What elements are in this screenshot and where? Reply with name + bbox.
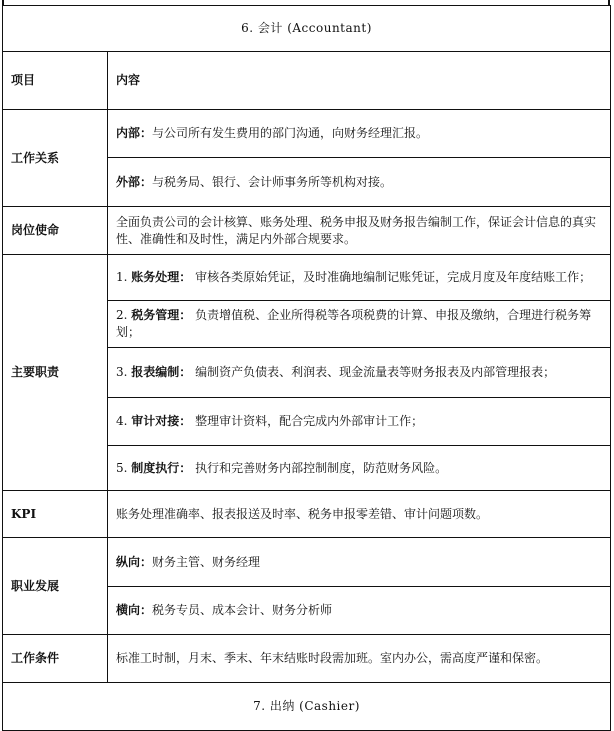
career-vertical-key: 纵向： — [116, 554, 153, 569]
relations-row-internal — [3, 110, 611, 158]
duty-text: 执行和完善财务内部控制制度，防范财务风险。 — [195, 460, 448, 475]
career-vertical-cell — [108, 538, 611, 587]
duty-number: 1. — [116, 270, 128, 284]
duty-number: 4. — [116, 414, 128, 428]
career-horizontal-text: 税务专员、成本会计、财务分析师 — [152, 603, 333, 617]
duty-text: 负责增值税、企业所得税等各项税费的计算、申报及缴纳，合理进行税务筹划； — [116, 308, 592, 339]
duty-item — [108, 301, 611, 348]
mission-text: 全面负责公司的会计核算、账务处理、税务申报及财务报告编制工作，保证会计信息的真实性、准确性和及时性，满足内外部合规要求。 — [108, 207, 611, 255]
relations-external-text: 与税务局、银行、会计师事务所等机构对接。 — [152, 174, 393, 189]
duty-item — [108, 398, 611, 446]
header-item: 项目 — [3, 52, 108, 110]
relations-internal-cell — [108, 110, 611, 158]
conditions-row — [3, 635, 611, 683]
duty-text: 审核各类原始凭证，及时准确地编制记账凭证，完成月度及年度结账工作； — [195, 270, 592, 284]
duty-number: 5. — [116, 460, 128, 475]
duty-title: 税务管理： — [131, 308, 192, 322]
conditions-text: 标准工时制，月末、季末、年末结账时段需加班。室内办公，需高度严谨和保密。 — [108, 635, 611, 683]
section-row-cashier — [3, 683, 611, 731]
conditions-label: 工作条件 — [3, 635, 108, 683]
duty-title: 审计对接： — [131, 414, 192, 428]
duty-title: 制度执行： — [131, 460, 192, 475]
career-horizontal-cell — [108, 587, 611, 635]
duty-item — [108, 255, 611, 301]
relations-internal-text: 与公司所有发生费用的部门沟通，向财务经理汇报。 — [152, 126, 429, 140]
career-horizontal-key: 横向： — [116, 603, 153, 617]
section-row-accountant — [3, 6, 611, 52]
relations-external-cell — [108, 158, 611, 207]
duty-item — [108, 446, 611, 491]
duty-title: 账务处理： — [131, 270, 192, 284]
duty-text: 编制资产负债表、利润表、现金流量表等财务报表及内部管理报表； — [195, 365, 556, 379]
duty-number: 2. — [116, 308, 128, 322]
duty-row — [3, 255, 611, 301]
section-title-cashier: 7. 出纳 (Cashier) — [3, 683, 611, 731]
relations-external-key: 外部： — [116, 174, 153, 189]
mission-label: 岗位使命 — [3, 207, 108, 255]
kpi-label: KPI — [3, 491, 108, 538]
mission-row — [3, 207, 611, 255]
duty-number: 3. — [116, 365, 128, 379]
duty-title: 报表编制： — [131, 365, 192, 379]
section-title-accountant: 6. 会计 (Accountant) — [3, 6, 611, 52]
career-label: 职业发展 — [3, 538, 108, 635]
duties-label: 主要职责 — [3, 255, 108, 491]
accountant-job-description-table — [2, 5, 611, 731]
career-vertical-text: 财务主管、财务经理 — [152, 554, 261, 569]
duty-text: 整理审计资料，配合完成内外部审计工作； — [195, 414, 424, 428]
header-row — [3, 52, 611, 110]
header-content: 内容 — [108, 52, 611, 110]
kpi-row — [3, 491, 611, 538]
career-row-vertical — [3, 538, 611, 587]
duty-item — [108, 348, 611, 398]
relations-label: 工作关系 — [3, 110, 108, 207]
kpi-text: 账务处理准确率、报表报送及时率、税务申报零差错、审计问题项数。 — [108, 491, 611, 538]
relations-internal-key: 内部： — [116, 126, 153, 140]
